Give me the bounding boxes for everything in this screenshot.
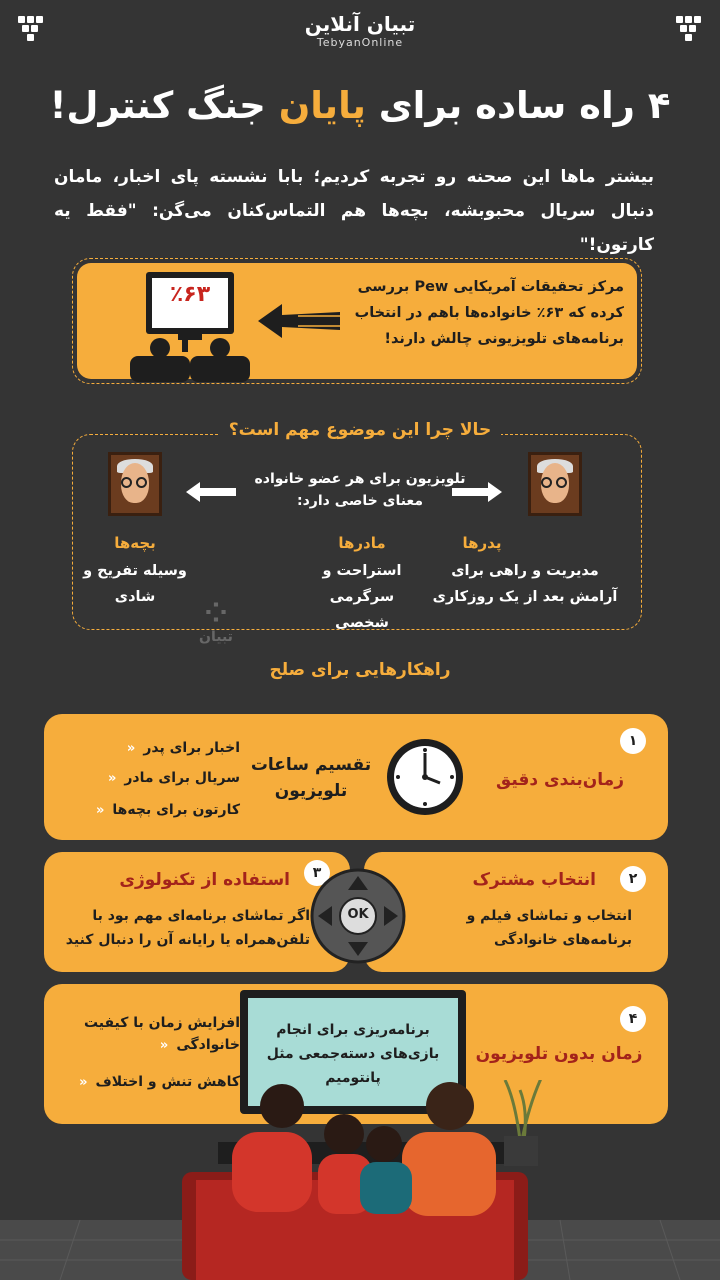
stat-63: ٪۶۳ bbox=[169, 282, 211, 307]
solution-1-bullet-2: سریال برای مادر « bbox=[60, 768, 240, 789]
arrow-left-small-icon bbox=[186, 482, 236, 502]
family-sofa-illustration bbox=[0, 1080, 720, 1280]
clock-icon bbox=[384, 736, 466, 818]
solutions-title: راهکارهایی برای صلح bbox=[269, 660, 451, 680]
solution-1-bullet-1: اخبار برای پدر « bbox=[60, 738, 240, 759]
remote-ok-label: OK bbox=[347, 907, 369, 922]
solution-tv-text-4: برنامه‌ریزی برای انجام بازی‌های دسته‌جمعی مثل پانتومیم bbox=[266, 1022, 440, 1086]
solution-title-1: زمان‌بندی دقیق bbox=[496, 770, 624, 790]
fathers-text: مدیریت و راهی برای آرامش بعد از یک روزکاری bbox=[432, 563, 618, 605]
remote-control-icon bbox=[308, 866, 408, 966]
watermark-dots-icon: ⁘ bbox=[204, 596, 228, 629]
mothers-title: مادرها bbox=[338, 534, 386, 552]
solution-title-3: استفاده از تکنولوژی bbox=[119, 870, 290, 890]
solution-number-1: ۱ bbox=[620, 728, 646, 754]
logo-en: TebyanOnline bbox=[316, 36, 404, 49]
solution-4-bullet-2: کاهش تنش و اختلاف « bbox=[70, 1072, 240, 1093]
title-part2: جنگ کنترل! bbox=[49, 84, 279, 127]
intro-paragraph: بیشتر ماها این صحنه رو تجربه کردیم؛ بابا نشسته پای اخبار، مامان دنبال سریال محبوبشه، بچه‌ها هم التماس‌کنان می‌گن: "فقط یه کارتون!" bbox=[54, 167, 654, 255]
logo-fa: تبیان آنلاین bbox=[304, 12, 416, 36]
mothers-text: استراحت و سرگرمی شخصی bbox=[322, 563, 402, 631]
site-logo bbox=[0, 12, 720, 49]
arrow-right-icon bbox=[452, 482, 502, 502]
watermark: ⁘ تبیان bbox=[186, 596, 246, 645]
why-center-text: تلویزیون برای هر عضو خانواده معنای خاصی دارد: bbox=[254, 471, 466, 509]
solution-number-2: ۲ bbox=[620, 866, 646, 892]
solution-4-bullet-1: افزایش زمان با کیفیت خانوادگی « bbox=[70, 1012, 240, 1057]
solution-title-4: زمان بدون تلویزیون bbox=[475, 1044, 643, 1064]
title-highlight: پایان bbox=[278, 84, 366, 127]
solution-text-2: انتخاب و تماشای فیلم و برنامه‌های خانوادگی bbox=[466, 908, 632, 948]
grandmother-portrait bbox=[108, 452, 162, 516]
why-title: حالا چرا این موضوع مهم است؟ bbox=[0, 420, 720, 440]
solution-number-3: ۳ bbox=[304, 860, 330, 886]
kids-text: وسیله تفریح و شادی bbox=[83, 563, 187, 605]
title-part1: ۴ راه ساده برای bbox=[365, 84, 671, 127]
arrow-left-icon bbox=[258, 302, 340, 340]
solution-title-2: انتخاب مشترک bbox=[472, 870, 596, 890]
fathers-title: پدرها bbox=[462, 534, 502, 552]
pew-text: مرکز تحقیقات آمریکایی Pew بررسی کرده که ۶۳٪ خانواده‌ها باهم در انتخاب برنامه‌های تلویزیونی چالش دارند! bbox=[354, 279, 624, 347]
solution-subtitle-1: تقسیم ساعات تلویزیون bbox=[250, 755, 372, 801]
page-title bbox=[0, 76, 720, 136]
solution-text-3: اگر تماشای برنامه‌ای مهم بود با تلفن‌همراه یا رایانه آن را دنبال کنید bbox=[65, 908, 310, 948]
grandfather-portrait bbox=[528, 452, 582, 516]
solution-1-bullet-3: کارتون برای بچه‌ها « bbox=[60, 800, 240, 821]
solution-number-4: ۴ bbox=[620, 1006, 646, 1032]
kids-title: بچه‌ها bbox=[114, 534, 156, 552]
tv-viewers-illustration bbox=[128, 270, 252, 382]
